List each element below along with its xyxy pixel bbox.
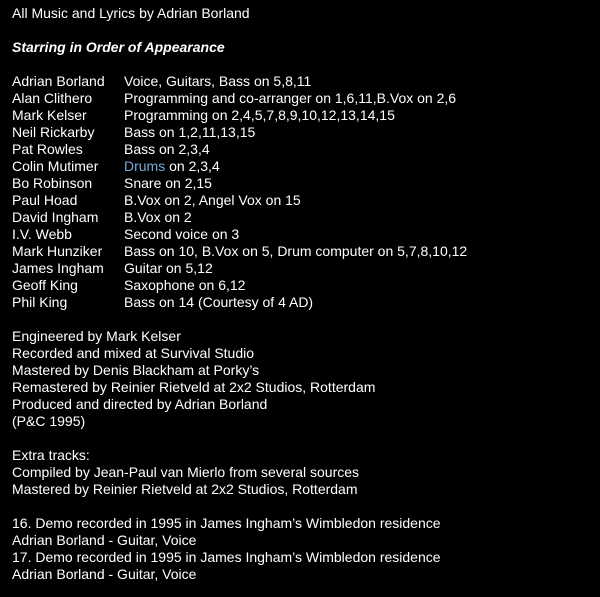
credit-role: B.Vox on 2 <box>124 209 192 225</box>
credit-name: Mark Hunziker <box>12 243 103 259</box>
page-title: All Music and Lyrics by Adrian Borland <box>12 5 250 21</box>
production-line: Mastered by Denis Blackham at Porky’s <box>12 362 260 378</box>
demo-track-credit: Adrian Borland - Guitar, Voice <box>12 566 197 582</box>
credit-name: Phil King <box>12 294 68 310</box>
production-line: Produced and directed by Adrian Borland <box>12 396 268 412</box>
demo-track-title: 16. Demo recorded in 1995 in James Ingham’s Wimbledon residence <box>12 515 441 531</box>
credit-role: Programming on 2,4,5,7,8,9,10,12,13,14,15 <box>124 107 395 123</box>
extra-tracks-line: Mastered by Reinier Rietveld at 2x2 Studios, Rotterdam <box>12 481 358 497</box>
credit-name: Paul Hoad <box>12 192 78 208</box>
credit-name: James Ingham <box>12 260 104 276</box>
credit-name: Geoff King <box>12 277 78 293</box>
spacer <box>12 56 596 73</box>
credit-role: Voice, Guitars, Bass on 5,8,11 <box>124 73 312 89</box>
credit-name: David Ingham <box>12 209 99 225</box>
credit-name: Mark Kelser <box>12 107 87 123</box>
credit-row <box>12 209 596 226</box>
credit-row <box>12 175 596 192</box>
production-line: Recorded and mixed at Survival Studio <box>12 345 255 361</box>
credit-role: Bass on 2,3,4 <box>124 141 210 157</box>
credit-role <box>124 158 220 175</box>
credit-name: Pat Rowles <box>12 141 83 157</box>
credit-row <box>12 192 596 209</box>
production-credits <box>12 328 596 430</box>
credit-row <box>12 141 596 158</box>
extra-tracks-heading: Extra tracks: <box>12 447 90 463</box>
credit-row <box>12 73 596 90</box>
credit-role: Snare on 2,15 <box>124 175 212 191</box>
credit-row <box>12 124 596 141</box>
credit-name: Alan Clithero <box>12 90 93 106</box>
credit-role: Second voice on 3 <box>124 226 240 242</box>
extra-tracks <box>12 447 596 498</box>
credit-role: Bass on 1,2,11,13,15 <box>124 124 256 140</box>
demo-tracks <box>12 515 596 583</box>
credit-name: I.V. Webb <box>12 226 72 242</box>
credit-name: Adrian Borland <box>12 73 105 89</box>
production-line: Remastered by Reinier Rietveld at 2x2 Studios, Rotterdam <box>12 379 376 395</box>
demo-track-credit: Adrian Borland - Guitar, Voice <box>12 532 197 548</box>
credit-role: Saxophone on 6,12 <box>124 277 246 293</box>
credit-name: Colin Mutimer <box>12 158 99 174</box>
credit-name: Neil Rickarby <box>12 124 95 140</box>
credit-row <box>12 277 596 294</box>
credit-role: B.Vox on 2, Angel Vox on 15 <box>124 192 301 208</box>
credit-role-rest: on 2,3,4 <box>165 158 220 174</box>
credit-row <box>12 158 596 175</box>
credit-row <box>12 107 596 124</box>
credit-row <box>12 260 596 277</box>
credits-list <box>12 73 596 311</box>
credit-role: Programming and co-arranger on 1,6,11,B.Vox on 2,6 <box>124 90 457 106</box>
spacer <box>12 22 596 39</box>
highlighted-role: Drums <box>124 158 166 174</box>
credit-role: Guitar on 5,12 <box>124 260 213 276</box>
credit-row <box>12 294 596 311</box>
credit-row <box>12 243 596 260</box>
production-line: Engineered by Mark Kelser <box>12 328 181 344</box>
copyright-line: (P&C 1995) <box>12 413 86 429</box>
credit-row <box>12 90 596 107</box>
spacer <box>12 430 596 447</box>
credit-row <box>12 226 596 243</box>
spacer <box>12 498 596 515</box>
liner-notes <box>12 5 596 583</box>
credit-role: Bass on 14 (Courtesy of 4 AD) <box>124 294 314 310</box>
credit-role: Bass on 10, B.Vox on 5, Drum computer on 5,7,8,10,12 <box>124 243 468 259</box>
credit-name: Bo Robinson <box>12 175 93 191</box>
demo-track-title: 17. Demo recorded in 1995 in James Ingham’s Wimbledon residence <box>12 549 441 565</box>
extra-tracks-line: Compiled by Jean-Paul van Mierlo from several sources <box>12 464 360 480</box>
spacer <box>12 311 596 328</box>
section-heading: Starring in Order of Appearance <box>12 39 225 55</box>
